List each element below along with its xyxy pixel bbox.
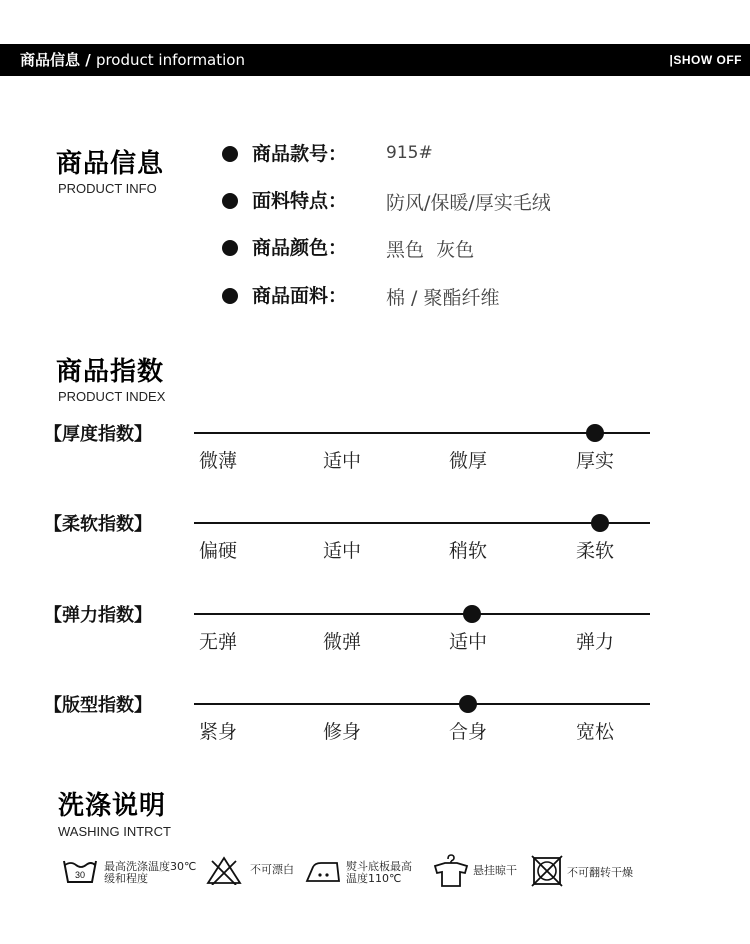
index-label: 【柔软指数】 [44,514,152,535]
index-label: 【弹力指数】 [44,605,152,626]
bullet-icon [222,146,238,162]
hang-dry-icon [433,852,469,888]
index-option: 稍软 [449,540,488,562]
care-text [104,861,196,885]
index-option: 偏硬 [199,540,238,562]
index-softness [0,514,750,574]
index-option: 适中 [323,450,362,472]
care-text-line2: 温度110℃ [346,872,402,885]
washing-subtitle: WASHING INTRCT [58,824,171,839]
index-option: 修身 [323,721,362,743]
header-bar [0,44,750,76]
product-info-subtitle: PRODUCT INFO [58,181,157,196]
index-option: 厚实 [576,450,615,472]
bullet-icon [222,240,238,256]
info-label: 面料特点： [252,190,348,212]
header-title-cn: 商品信息 [20,51,81,69]
index-label: 【厚度指数】 [44,424,152,445]
info-value: 黑色 灰色 [386,239,475,261]
product-info-title: 商品信息 [56,149,165,179]
index-marker [586,424,604,442]
product-index-title: 商品指数 [56,357,165,387]
info-label: 商品颜色： [252,237,348,259]
index-option: 微厚 [449,450,488,472]
index-option: 柔软 [576,540,615,562]
info-label: 商品面料： [252,285,348,307]
index-option: 适中 [323,540,362,562]
care-text-line1: 熨斗底板最高 [346,860,412,873]
care-text: 悬挂晾干 [473,864,517,877]
info-value: 915# [386,143,433,163]
index-elasticity [0,605,750,665]
no-tumble-dry-icon [531,855,563,887]
bullet-icon [222,288,238,304]
index-option: 适中 [449,631,488,653]
index-marker [459,695,477,713]
index-marker [463,605,481,623]
care-text-line1: 最高洗涤温度30℃ [104,860,197,873]
index-option: 微弹 [323,631,362,653]
wash-temp-badge: 30 [74,870,86,880]
header-title-sep: / [80,51,96,69]
index-option: 无弹 [199,631,238,653]
index-track [194,613,650,615]
index-option: 宽松 [576,721,615,743]
info-label: 商品款号： [252,143,348,165]
care-text: 不可漂白 [250,863,294,876]
no-bleach-icon [206,855,242,885]
iron-icon [303,855,343,885]
bullet-icon [222,193,238,209]
header-title [20,49,245,70]
index-track [194,703,650,705]
index-marker [591,514,609,532]
header-title-en: product information [95,51,245,69]
show-off-label: |SHOW OFF [669,53,742,67]
index-track [194,522,650,524]
washing-title: 洗涤说明 [58,791,167,821]
care-text [346,861,412,885]
index-option: 合身 [449,721,488,743]
info-value: 棉 / 聚酯纤维 [386,287,500,309]
index-option: 弹力 [576,631,615,653]
index-track [194,432,650,434]
info-value: 防风/保暖/厚实毛绒 [386,192,551,214]
index-option: 微薄 [199,450,238,472]
care-text: 不可翻转干燥 [567,866,633,879]
index-label: 【版型指数】 [44,695,152,716]
index-fit [0,695,750,755]
index-option: 紧身 [199,721,238,743]
product-index-subtitle: PRODUCT INDEX [58,389,166,404]
index-thickness [0,424,750,484]
wash-30-icon [62,855,98,885]
care-text-line2: 缓和程度 [104,872,148,885]
